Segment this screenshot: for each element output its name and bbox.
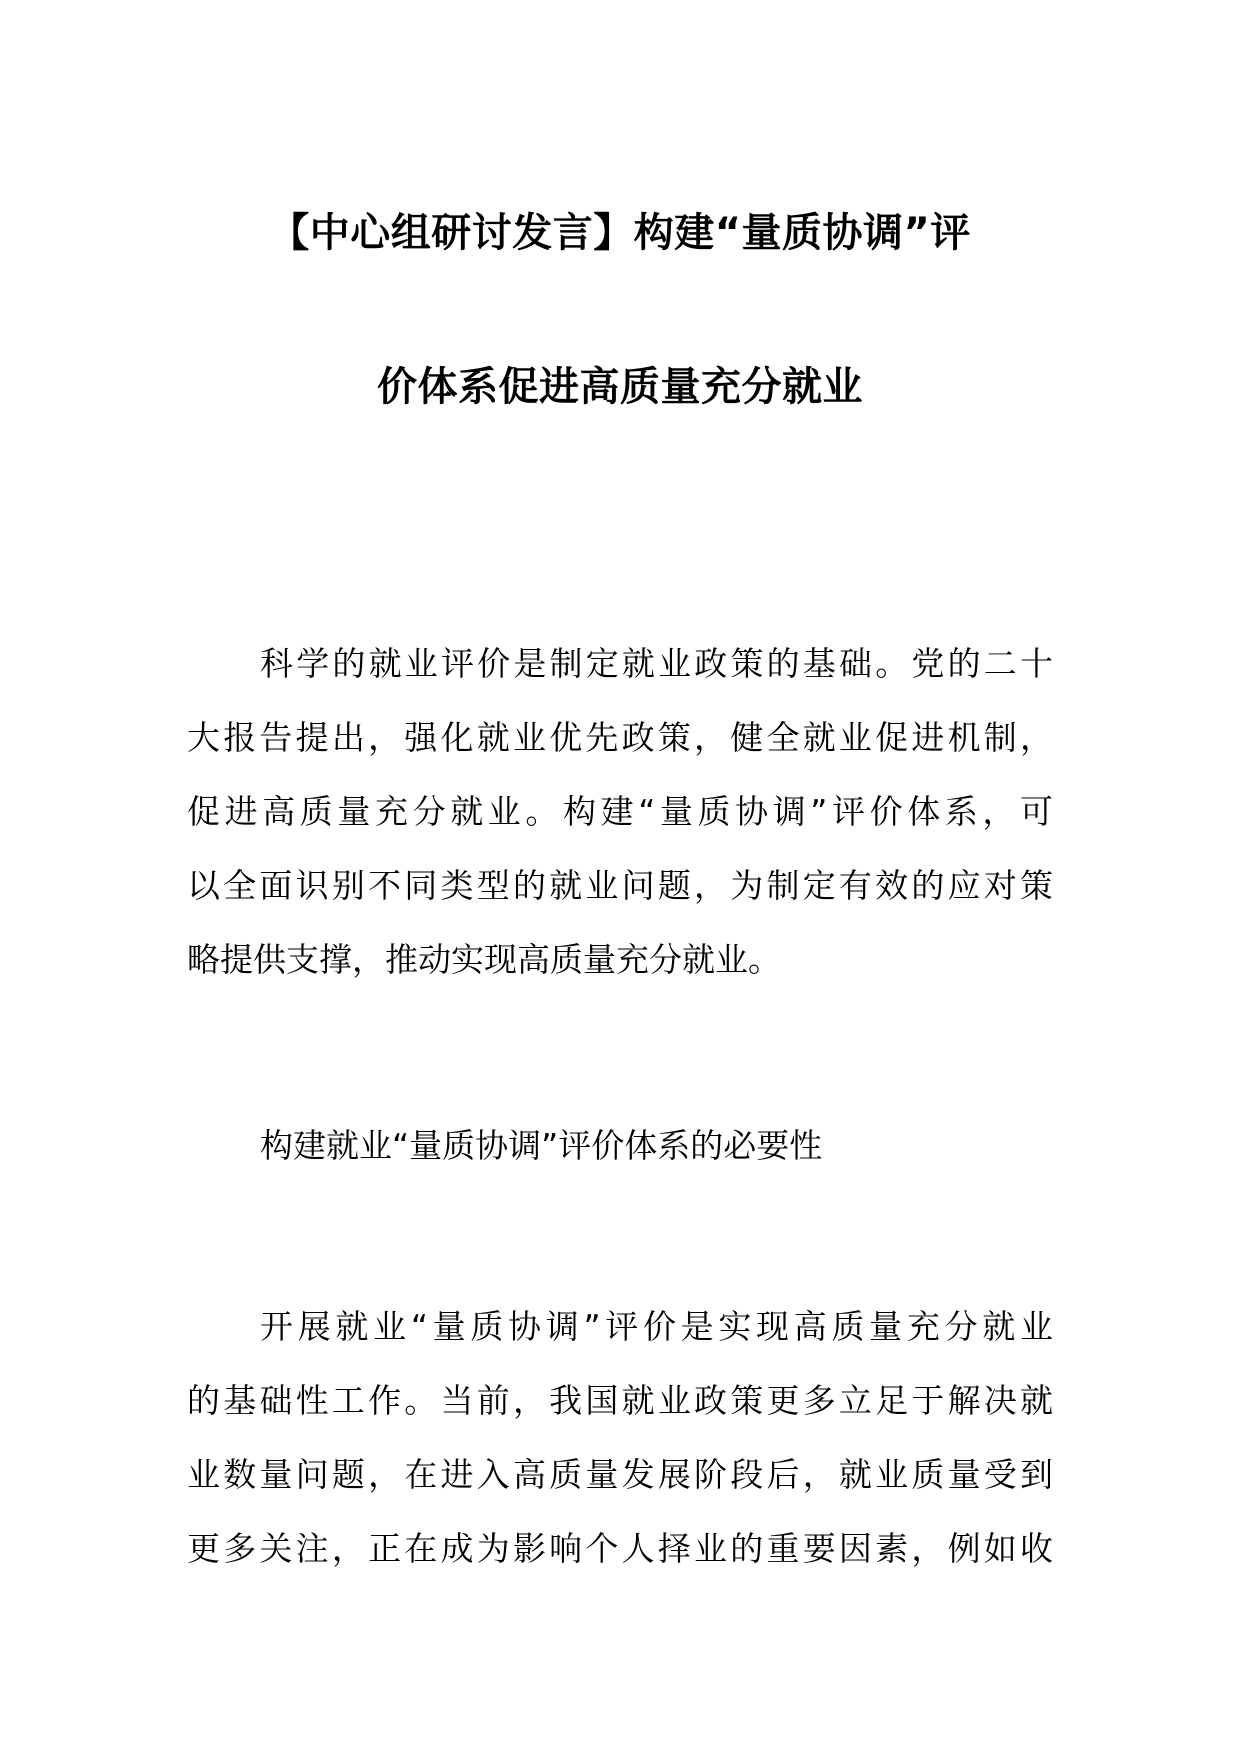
paragraph-line: 略提供支撑，推动实现高质量充分就业。 xyxy=(187,940,781,979)
document-title-line-2: 价体系促进高质量充分就业 xyxy=(377,364,863,410)
paragraph-line: 科学的就业评价是制定就业政策的基础。党的二十 xyxy=(260,644,1053,683)
section-heading-text: 构建就业“量质协调”评价体系的必要性 xyxy=(260,1126,823,1165)
paragraph-line: 大报告提出，强化就业优先政策，健全就业促进机制， xyxy=(187,718,1053,757)
paragraph-line: 业数量问题，在进入高质量发展阶段后，就业质量受到 xyxy=(187,1455,1053,1494)
section-heading xyxy=(187,1109,1053,1183)
paragraph-intro xyxy=(187,627,1053,997)
document-title-line-1: 【中心组研讨发言】构建“量质协调”评 xyxy=(269,210,971,256)
paragraph-line: 更多关注，正在成为影响个人择业的重要因素，例如收 xyxy=(187,1529,1053,1568)
paragraph-line: 开展就业“量质协调”评价是实现高质量充分就业 xyxy=(260,1307,1053,1346)
paragraph-line: 的基础性工作。当前，我国就业政策更多立足于解决就 xyxy=(187,1381,1053,1420)
paragraph-line: 促进高质量充分就业。构建“量质协调”评价体系，可 xyxy=(187,792,1053,831)
paragraph-body xyxy=(187,1290,1053,1586)
paragraph-line: 以全面识别不同类型的就业问题，为制定有效的应对策 xyxy=(187,866,1053,905)
